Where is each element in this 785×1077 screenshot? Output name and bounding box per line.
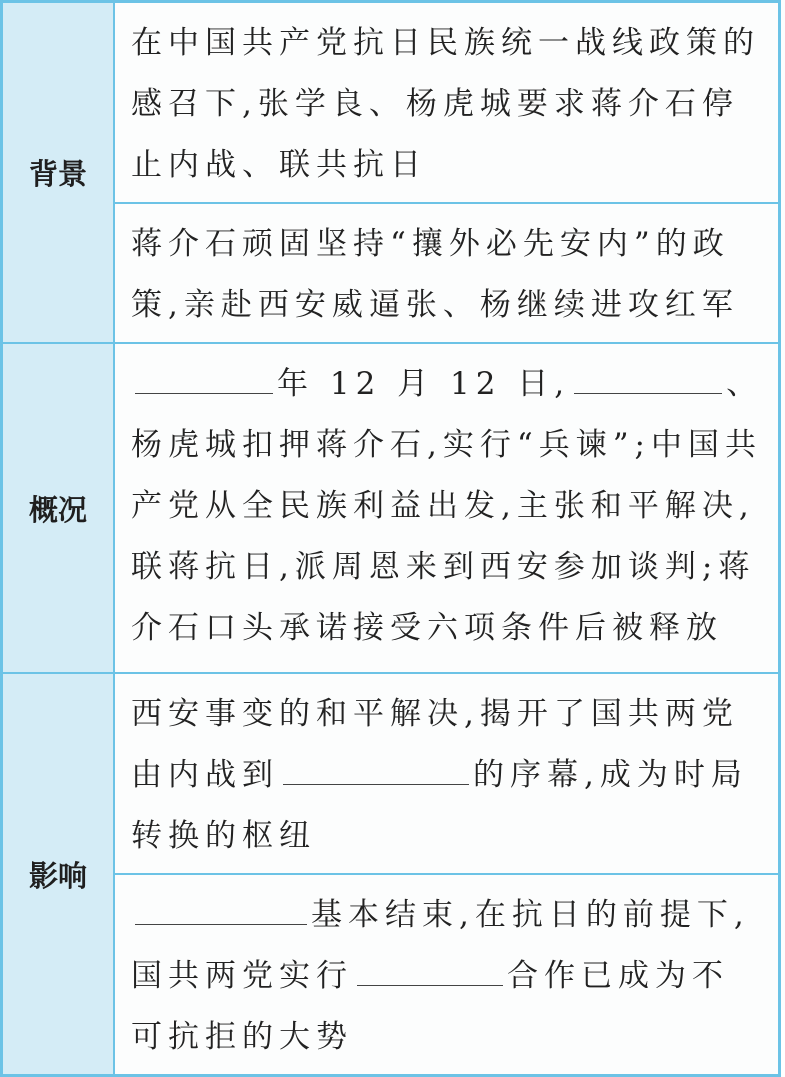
impact-label: 影响 [2, 673, 115, 1076]
overview-label: 概况 [2, 343, 115, 673]
overview-text-2: 、杨虎城扣押蒋介石,实行“兵谏”;中国共产党从全民族利益出发,主张和平解决,联蒋抗日,派周恩来到西安参加谈判;蒋介石口头承诺接受六项条件后被释放 [131, 366, 764, 646]
fill-blank-ended[interactable] [135, 894, 307, 925]
impact-text-2a: 基本结束,在抗日的前提下,国共两党实行 [131, 897, 750, 994]
fill-blank-transition[interactable] [283, 754, 469, 785]
fill-blank-person[interactable] [574, 363, 722, 394]
impact-item-2 [114, 874, 780, 1076]
overview-content [114, 343, 780, 673]
impact-row-1 [2, 673, 780, 874]
overview-row [2, 343, 780, 673]
impact-item-1 [114, 673, 780, 874]
impact-text-1b: 的序幕,成为时局转换的枢纽 [131, 757, 748, 854]
fill-blank-cooperation[interactable] [357, 955, 503, 986]
fill-blank-year[interactable] [135, 363, 273, 394]
overview-text-1: 年 12 月 12 日, [277, 366, 571, 402]
impact-row-2 [2, 874, 780, 1076]
impact-text-1a: 西安事变的和平解决,揭开了国共两党由内战到 [131, 696, 739, 793]
impact-text-2b: 合作已成为不可抗拒的大势 [131, 958, 729, 1055]
background-item-1: 在中国共产党抗日民族统一战线政策的感召下,张学良、杨虎城要求蒋介石停止内战、联共抗日 [114, 2, 780, 204]
background-item-2: 蒋介石顽固坚持“攘外必先安内”的政策,亲赴西安威逼张、杨继续进攻红军 [114, 203, 780, 343]
background-row-2 [2, 203, 780, 343]
background-row-1 [2, 2, 780, 204]
background-label: 背景 [2, 2, 115, 344]
